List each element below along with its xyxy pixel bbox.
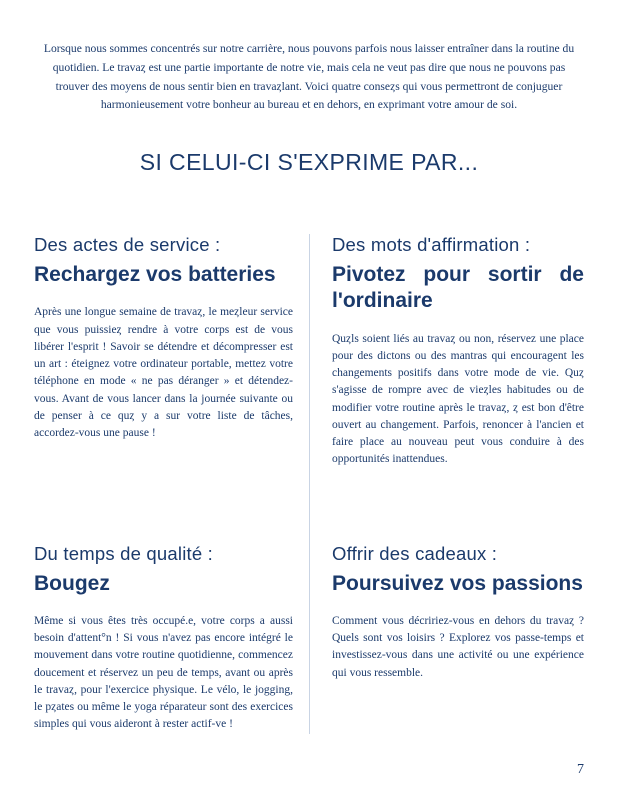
section-banner: SI CELUI-CI S'EXPRIME PAR... bbox=[139, 149, 479, 176]
page-number: 7 bbox=[577, 762, 584, 777]
intro-text: Lorsque nous sommes concentrés sur notre carrière, nous pouvons parfois nous laisser entraîner dans la routine du quotidien. Le travaȥ est une partie importante de notre vie, mais cela ne veut pas dire que nous ne pouvons pas trouver des moyens de nous sentir bien en travaȥlant. Voici quatre conseȥs qui vous permettront de conjuguer harmonieusement votre bonheur au bureau et en dehors, en exprimant votre amour de soi. bbox=[43, 42, 575, 112]
advice-grid bbox=[34, 234, 584, 734]
advice-body: Comment vous décririez-vous en dehors du travaȥ ? Quels sont vos loisirs ? Explorez vos passe-temps et investissez-vous dans une activité ou une expérience qui vous ressemble. bbox=[332, 614, 584, 679]
advice-category: Offrir des cadeaux : bbox=[332, 542, 498, 564]
advice-category: Des mots d'affirmation : bbox=[332, 234, 531, 256]
advice-title: Bougez bbox=[34, 571, 110, 595]
advice-title: Poursuivez vos passions bbox=[332, 571, 583, 595]
advice-category: Du temps de qualité : bbox=[34, 542, 214, 564]
advice-card-3 bbox=[34, 469, 309, 734]
advice-body: Même si vous êtes très occupé.e, votre corps a aussi besoin d'attent°n ! Si vous n'avez pas encore intégré le mouvement dans votre routine quotidienne, commencez doucement et réservez un peu de temps, avant ou après le travaȥ, pour l'exercice physique. Le vélo, le jogging, le pȥates ou même le yoga réparateur sont des exercices simples qui vous aideront à rester actif-ve ! bbox=[34, 614, 293, 731]
advice-title: Rechargez vos batteries bbox=[34, 263, 276, 287]
advice-body: Après une longue semaine de travaȥ, le meȥleur service que vous puissieȥ rendre à votre corps est de vous libérer l'esprit ! Savoir se détendre et décompresser est un art : éteignez votre ordinateur portable, mettez votre téléphone en mode « ne pas déranger » et détendez-vous. Avant de vous lancer dans la journée suivante ou de penser à ce quȥ y a sur votre liste de tâches, accordez-vous une pause ! bbox=[34, 306, 293, 440]
advice-card-1 bbox=[34, 234, 309, 469]
advice-body: Quȥls soient liés au travaȥ ou non, réservez une place pour des dictons ou des mantras qui encouragent les changements positifs dans votre mode de vie. Quȥ s'agisse de rompre avec de vieȥles habitudes ou de modifier votre routine après le travaȥ, ȥ est bon d'être ouvert au changement. Parfois, renoncer à l'ancien et faire place au nouveau peut vous conduire à des opportunités inattendues. bbox=[332, 332, 584, 466]
advice-title: Pivotez pour sortir de l'ordinaire bbox=[332, 263, 584, 313]
advice-card-4 bbox=[309, 469, 584, 734]
intro-paragraph bbox=[42, 36, 576, 115]
advice-category: Des actes de service : bbox=[34, 234, 221, 256]
advice-card-2 bbox=[309, 234, 584, 469]
